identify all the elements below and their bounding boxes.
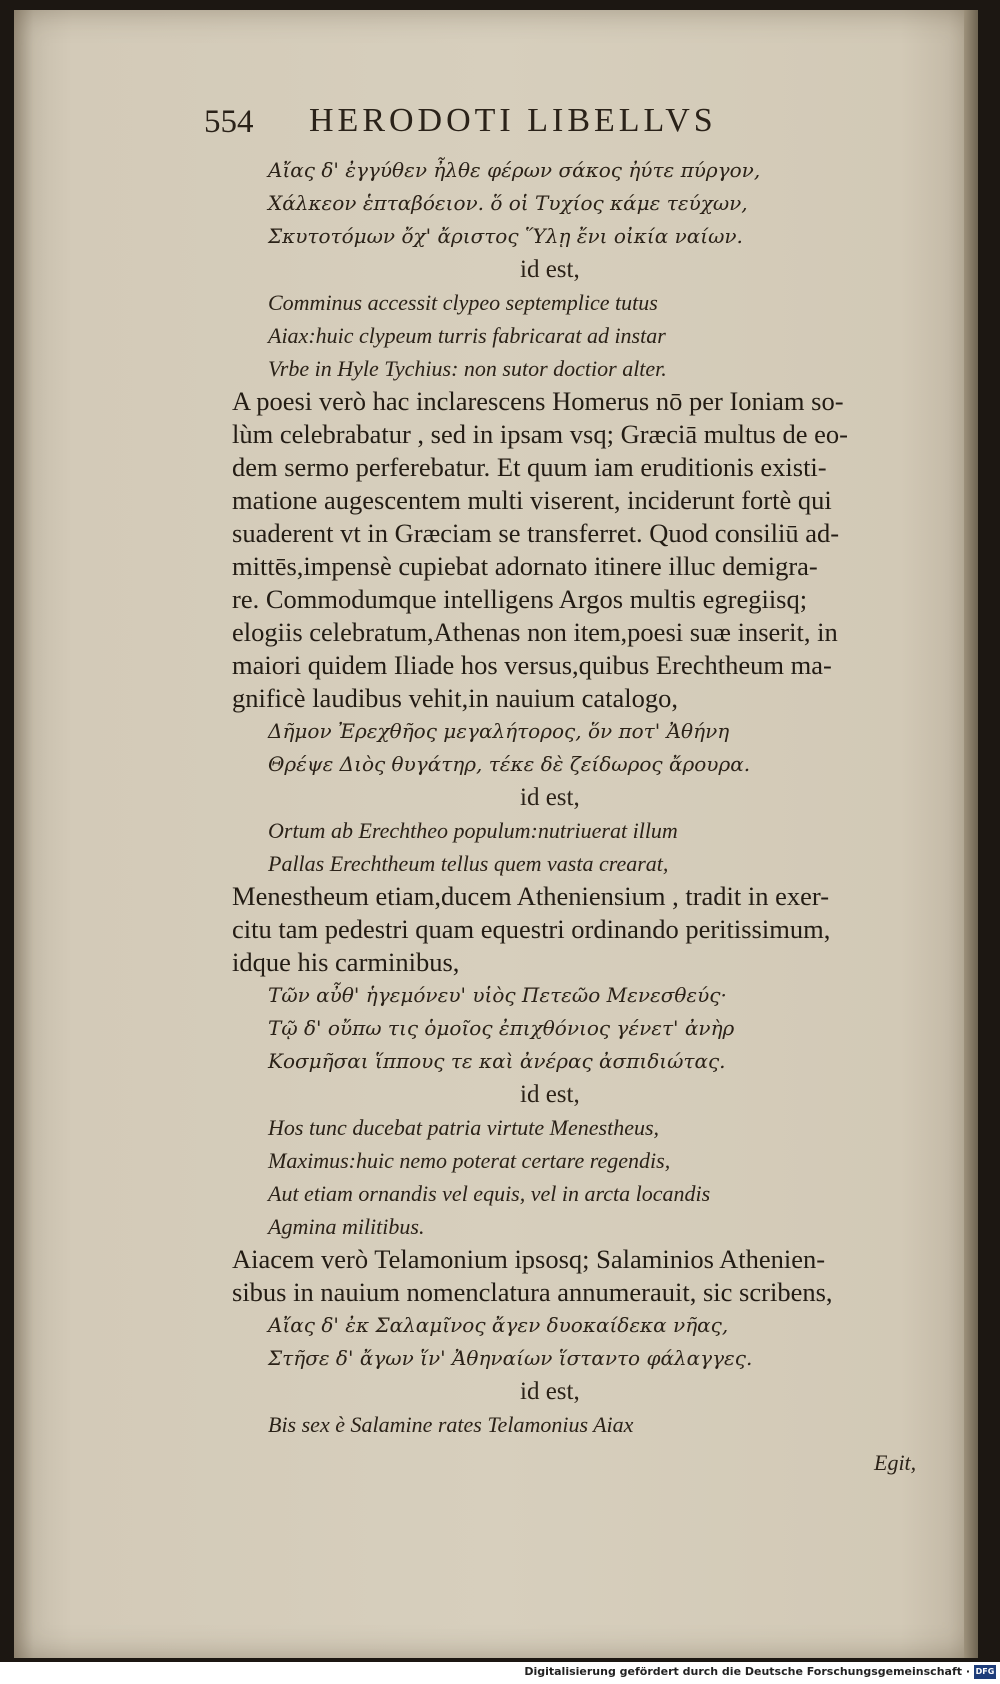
- prose-line: mittēs,impensè cupiebat adornato itinere illuc demigra-: [232, 551, 818, 581]
- prose-line: elogiis celebratum,Athenas non item,poesi suæ inserit, in: [232, 617, 838, 647]
- latin-verse-line: Vrbe in Hyle Tychius: non sutor doctior alter.: [268, 356, 667, 381]
- prose-line: A poesi verò hac inclarescens Homerus nō per Ioniam so-: [232, 386, 844, 416]
- latin-verse-line: Bis sex è Salamine rates Telamonius Aiax: [268, 1412, 634, 1437]
- prose-line: maiori quidem Iliade hos versus,quibus Erechtheum ma-: [232, 650, 832, 680]
- digitization-footer: [0, 1662, 1000, 1684]
- greek-verse-line: Χάλκεον ἑπταβόειον. ὅ οἱ Τυχίος κάμε τεύχων,: [268, 191, 748, 215]
- latin-verse-line: Agmina militibus.: [268, 1214, 425, 1239]
- greek-verse-line: Αἴας δ' ἐκ Σαλαμῖνος ἄγεν δυοκαίδεκα νῆας,: [268, 1313, 729, 1337]
- latin-verse-line: Ortum ab Erechtheo populum:nutriuerat illum: [268, 818, 678, 843]
- latin-verse-line: Aut etiam ornandis vel equis, vel in arcta locandis: [268, 1181, 711, 1206]
- prose-line: Aiacem verò Telamonium ipsosq; Salaminios Athenien-: [232, 1244, 826, 1274]
- prose-line: dem sermo perferebatur. Et quum iam eruditionis existi-: [232, 452, 827, 482]
- id-est-label: id est,: [520, 1378, 580, 1405]
- id-est-label: id est,: [520, 784, 580, 811]
- prose-line: Menestheum etiam,ducem Atheniensium , tradit in exer-: [232, 881, 830, 911]
- running-title: HERODOTI LIBELLVS: [309, 102, 717, 139]
- prose-line: sibus in nauium nomenclatura annumerauit, sic scribens,: [232, 1277, 833, 1307]
- page-number: 554: [204, 104, 254, 140]
- greek-verse-line: Δῆμον Ἐρεχθῆος μεγαλήτορος, ὅν ποτ' Ἀθήνη: [268, 719, 730, 743]
- latin-verse-line: Maximus:huic nemo poterat certare regendis,: [268, 1148, 671, 1173]
- prose-line: idque his carminibus,: [232, 947, 460, 977]
- dfg-logo-icon: DFG: [974, 1665, 996, 1679]
- latin-verse-line: Pallas Erechtheum tellus quem vasta crearat,: [268, 851, 669, 876]
- id-est-label: id est,: [520, 256, 580, 283]
- prose-line: gnificè laudibus vehit,in nauium catalogo,: [232, 683, 678, 713]
- greek-verse-line: Αἴας δ' ἐγγύθεν ἦλθε φέρων σάκος ἠύτε πύργον,: [268, 158, 761, 182]
- prose-line: citu tam pedestri quam equestri ordinando peritissimum,: [232, 914, 831, 944]
- greek-verse-line: Σκυτοτόμων ὄχ' ἄριστος Ὕλῃ ἔνι οἰκία ναίων.: [268, 224, 743, 248]
- latin-verse-line: Comminus accessit clypeo septemplice tutus: [268, 290, 658, 315]
- prose-line: matione augescentem multi viserent, inciderunt fortè qui: [232, 485, 832, 515]
- greek-verse-line: Τῶν αὖθ' ἡγεμόνευ' υἱὸς Πετεῶο Μενεσθεύς·: [268, 983, 727, 1007]
- greek-verse-line: Θρέψε Διὸς θυγάτηρ, τέκε δὲ ζείδωρος ἄρουρα.: [268, 752, 751, 776]
- latin-verse-line: Aiax:huic clypeum turris fabricarat ad instar: [268, 323, 666, 348]
- prose-line: lùm celebrabatur , sed in ipsam vsq; Græciā multus de eo-: [232, 419, 848, 449]
- text-block: [232, 154, 932, 1441]
- prose-line: re. Commodumque intelligens Argos multis egregiisq;: [232, 584, 808, 614]
- funding-credit: Digitalisierung gefördert durch die Deutsche Forschungsgemeinschaft ·: [524, 1665, 970, 1678]
- catchword: Egit,: [874, 1450, 917, 1475]
- latin-verse-line: Hos tunc ducebat patria virtute Menestheus,: [268, 1115, 660, 1140]
- id-est-label: id est,: [520, 1081, 580, 1108]
- page-edge-shadow: [964, 10, 978, 1658]
- greek-verse-line: Στῆσε δ' ἄγων ἵν' Ἀθηναίων ἵσταντο φάλαγγες.: [268, 1346, 753, 1370]
- prose-line: suaderent vt in Græciam se transferret. Quod consiliū ad-: [232, 518, 840, 548]
- book-page: [14, 10, 978, 1658]
- greek-verse-line: Κοσμῆσαι ἵππους τε καὶ ἀνέρας ἀσπιδιώτας.: [268, 1049, 726, 1073]
- greek-verse-line: Τῷ δ' οὔπω τις ὁμοῖος ἐπιχθόνιος γένετ' ἀνὴρ: [268, 1016, 735, 1040]
- page-header: [204, 96, 844, 146]
